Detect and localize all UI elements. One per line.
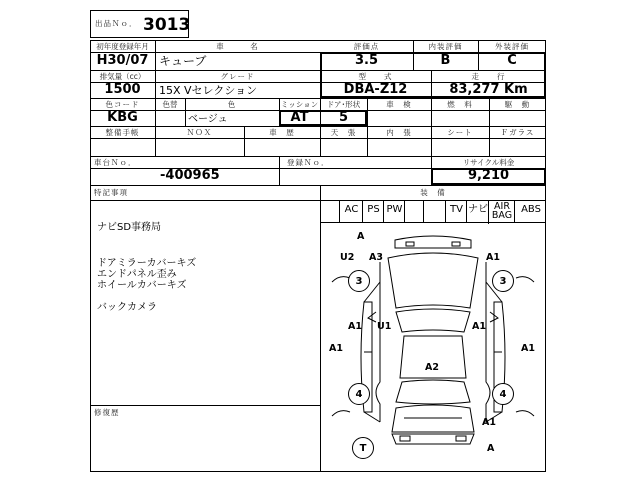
reg-date-value: H30/07 [96, 53, 149, 68]
interior-score-label: 内装評価 [428, 42, 463, 51]
exterior-score-label: 外装評価 [495, 42, 529, 51]
interior-score-value: B [440, 53, 451, 68]
nox-label: ＮＯＸ [186, 128, 213, 137]
mark-rear: A [487, 443, 495, 454]
color-value: ベージュ [188, 114, 228, 125]
equipment-navi: ナビ [466, 200, 489, 222]
chassis-value: -400965 [160, 168, 220, 183]
mark-u1: U1 [377, 321, 392, 332]
mark-front: A [357, 231, 365, 242]
mark-right-door: A1 [472, 321, 486, 332]
car-name-value: キューブ [159, 54, 207, 68]
grade-value: 15X Vセレクション [159, 84, 258, 97]
lot-number-box [90, 10, 189, 38]
exterior-score-value: C [507, 53, 517, 68]
fuel-label: 燃 料 [447, 100, 473, 109]
remark-line: ナビSD事務局 [97, 222, 162, 233]
remark-line: バックカメラ [97, 302, 157, 313]
lot-number: 3013 [143, 15, 191, 35]
color-no-label: 色替 [162, 100, 178, 109]
mark-front-right: A1 [486, 252, 500, 263]
mark-roof: A2 [425, 362, 439, 373]
mark-left-side: A1 [329, 343, 343, 354]
equipment-pw: PW [383, 200, 405, 222]
lot-number-label: 出品Ｎｏ． [95, 19, 138, 28]
manual-label: 整備手帳 [105, 128, 140, 137]
wheel-rear-right: 4 [492, 383, 514, 405]
transmission-label: ミッション [280, 100, 319, 109]
drive-label: 駆 動 [504, 100, 531, 109]
remark-line: エンドパネル歪み [97, 269, 177, 280]
inspection-label: 車 検 [386, 100, 412, 109]
equipment-abs: ABS [514, 200, 547, 222]
wheel-front-left: 3 [348, 270, 370, 292]
doors-value: 5 [338, 110, 349, 125]
equipment-tv: TV [445, 200, 467, 222]
spare-tire: T [352, 437, 374, 459]
color-code-value: KBG [107, 110, 138, 125]
remark-line: ドアミラーカバーキズ [97, 258, 197, 269]
transmission-value: AT [290, 110, 309, 125]
interior-fabric-label: 内 張 [386, 128, 412, 137]
registration-label: 登録Ｎｏ． [287, 158, 330, 167]
wheel-rear-left: 4 [348, 383, 370, 405]
color-label: 色 [227, 100, 237, 109]
displacement-value: 1500 [104, 82, 141, 97]
doors-label: ドア･形状 [326, 100, 361, 109]
equipment-ac: AC [339, 200, 363, 222]
car-name-label: 車 名 [216, 42, 259, 51]
glass-label: Ｆガラス [500, 128, 535, 137]
chassis-label: 車台Ｎｏ． [94, 158, 137, 167]
recycle-value: 9,210 [467, 168, 510, 183]
mark-rear-right: A1 [482, 417, 496, 428]
grade-label: グレード [220, 72, 255, 81]
model-value: DBA-Z12 [343, 82, 408, 97]
equipment-airbag: AIR BAG [488, 200, 515, 224]
score-value: 3.5 [354, 53, 379, 68]
mark-a3: A3 [369, 252, 383, 263]
recycle-label: リサイクル料金 [462, 158, 515, 167]
remark-line: ホイールカバーキズ [97, 280, 187, 291]
model-label: 型 式 [358, 72, 393, 81]
color-code-label: 色コード [105, 100, 140, 109]
equipment-ps: PS [362, 200, 384, 222]
roof-label: 天 張 [330, 128, 357, 137]
wheel-front-right: 3 [492, 270, 514, 292]
reg-date-label: 初年度登録年月 [96, 42, 149, 51]
history-label: 車 歴 [269, 128, 295, 137]
remarks-label: 特記事項 [94, 188, 128, 197]
mark-left-door: A1 [348, 321, 362, 332]
score-label: 評価点 [353, 42, 380, 51]
repair-history-label: 修復歴 [94, 408, 120, 417]
equipment-label: 装 備 [420, 188, 446, 197]
seat-label: シート [447, 128, 473, 137]
displacement-label: 排気量（cc） [99, 72, 146, 81]
mark-u2: U2 [340, 252, 355, 263]
mileage-label: 走 行 [471, 72, 506, 81]
mileage-value: 83,277 Km [449, 82, 528, 97]
mark-right-side: A1 [521, 343, 535, 354]
